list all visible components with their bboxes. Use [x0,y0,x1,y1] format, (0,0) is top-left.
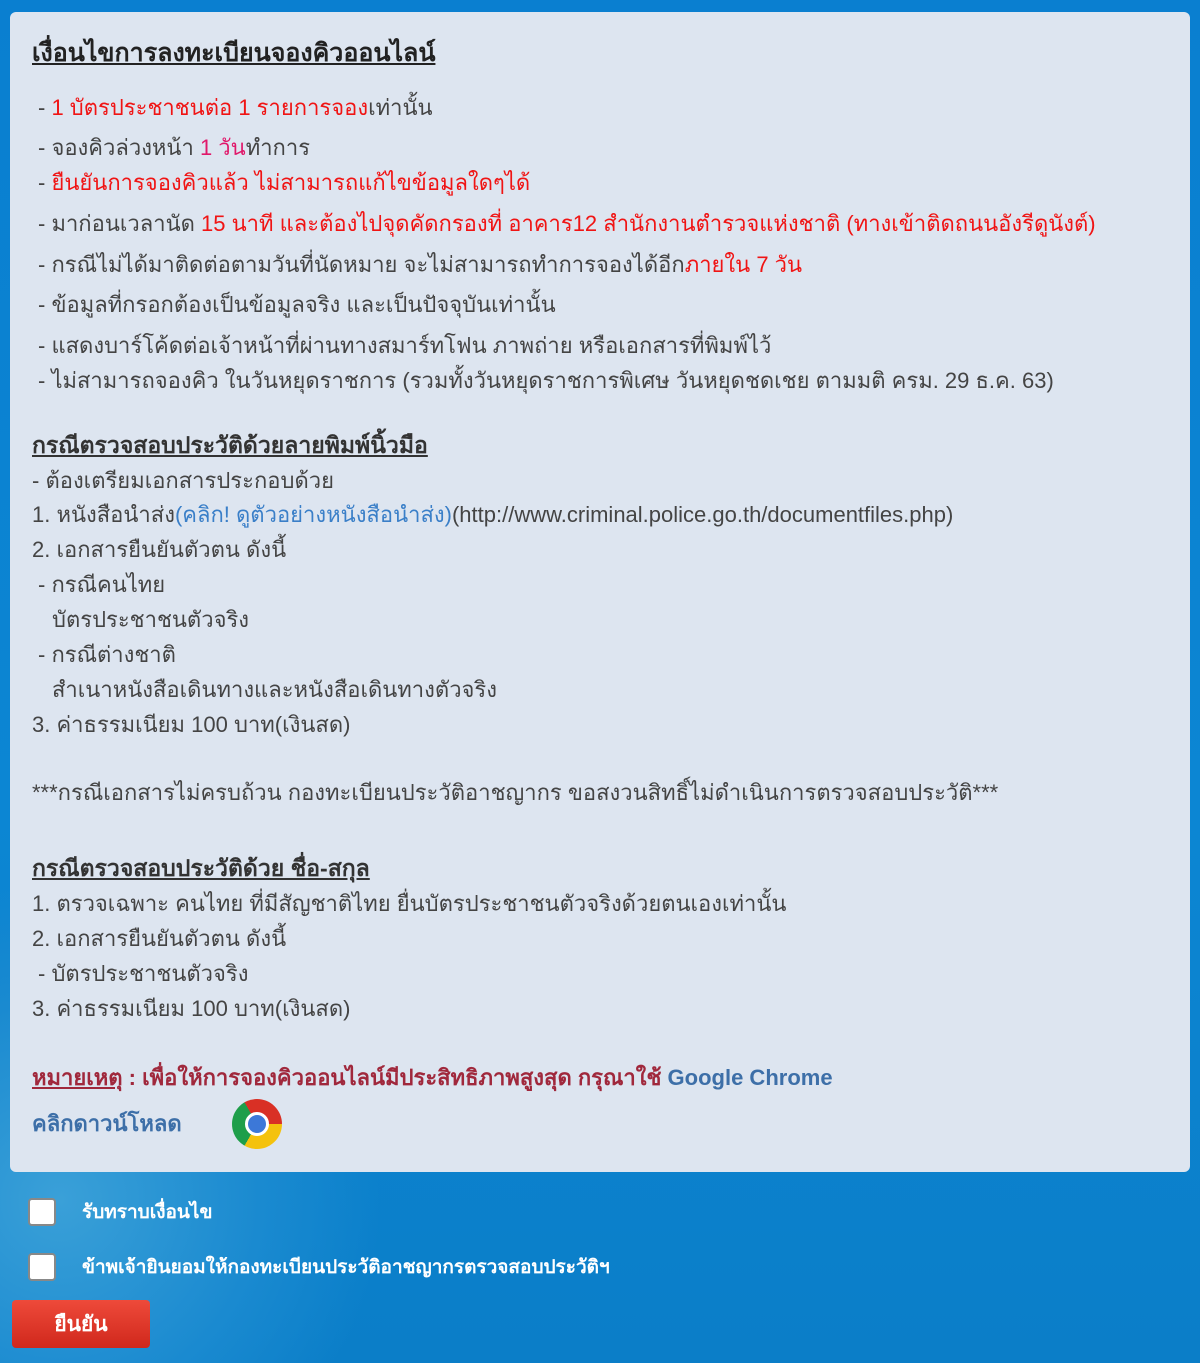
foreign-case: - กรณีต่างชาติ [38,642,176,667]
name-item1: 1. ตรวจเฉพาะ คนไทย ที่มีสัญชาติไทย ยื่นบัตรประชาชนตัวจริงด้วยตนเองเท่านั้น [32,891,787,916]
condition-item [38,333,771,359]
foreign-doc: สำเนาหนังสือเดินทางและหนังสือเดินทางตัวจริง [52,677,497,702]
condition-item [38,170,530,196]
acknowledge-checkbox[interactable] [28,1198,56,1226]
confirm-button[interactable]: ยืนยัน [12,1300,150,1348]
page-title: เงื่อนไขการลงทะเบียนจองคิวออนไลน์ [32,39,436,67]
document-url: (http://www.criminal.police.go.th/documentfiles.php) [451,502,954,527]
item1-text: 1. หนังสือนำส่ง [32,502,175,527]
name-item3: 3. ค่าธรรมเนียม 100 บาท(เงินสด) [32,996,351,1021]
condition-text: 1 บัตรประชาชนต่อ 1 รายการจอง [51,95,369,120]
condition-text: เท่านั้น [368,95,433,120]
condition-text: - กรณีไม่ได้มาติดต่อตามวันที่นัดหมาย จะไม่สามารถทำการจองได้อีก [38,252,685,277]
condition-text: - [38,95,52,120]
condition-text: ยืนยันการจองคิวแล้ว ไม่สามารถแก้ไขข้อมูลใดๆได้ [51,170,531,195]
condition-text: - [38,170,52,195]
name-doc: - บัตรประชาชนตัวจริง [38,961,249,986]
google-chrome-link[interactable]: Google Chrome [667,1065,833,1090]
consent-row[interactable] [28,1252,610,1282]
consent-label[interactable]: ข้าพเจ้ายินยอมให้กองทะเบียนประวัติอาชญากรตรวจสอบประวัติฯ [82,1257,610,1278]
name-item2: 2. เอกสารยืนยันตัวตน ดังนี้ [32,926,287,951]
condition-text: - มาก่อนเวลานัด [38,211,202,236]
thai-case: - กรณีคนไทย [38,572,166,597]
note [32,1065,833,1091]
condition-item [38,368,1054,394]
thai-doc: บัตรประชาชนตัวจริง [52,607,250,632]
condition-item [38,135,310,161]
chrome-icon[interactable] [232,1099,282,1149]
prep-text: - ต้องเตรียมเอกสารประกอบด้วย [32,468,334,493]
condition-text: - ไม่สามารถจองคิว ในวันหยุดราชการ (รวมทั้งวันหยุดราชการพิเศษ วันหยุดชดเชย ตามมติ ครม. 29 ธ.ค. 63) [38,368,1054,393]
condition-text: - ข้อมูลที่กรอกต้องเป็นข้อมูลจริง และเป็นปัจจุบันเท่านั้น [38,292,556,317]
consent-checkbox[interactable] [28,1253,56,1281]
condition-text: 15 นาที และต้องไปจุดคัดกรองที่ อาคาร12 สำนักงานตำรวจแห่งชาติ (ทางเข้าติดถนนอังรีดูนังต์) [201,211,1096,236]
conditions-panel [10,12,1190,1172]
condition-text: ทำการ [245,135,311,160]
condition-item [38,95,433,121]
condition-text: - จองคิวล่วงหน้า [38,135,200,160]
name-check-heading: กรณีตรวจสอบประวัติด้วย ชื่อ-สกุล [32,855,370,881]
fingerprint-heading: กรณีตรวจสอบประวัติด้วยลายพิมพ์นิ้วมือ [32,432,428,458]
condition-text: ภายใน 7 วัน [684,252,803,277]
item1 [32,502,953,528]
item2: 2. เอกสารยืนยันตัวตน ดังนี้ [32,537,287,562]
acknowledge-row[interactable] [28,1197,212,1227]
incomplete-warning: ***กรณีเอกสารไม่ครบถ้วน กองทะเบียนประวัติอาชญากร ขอสงวนสิทธิ์ไม่ดำเนินการตรวจสอบประวัติ*** [32,780,999,805]
acknowledge-label[interactable]: รับทราบเงื่อนไข [82,1202,213,1223]
item3: 3. ค่าธรรมเนียม 100 บาท(เงินสด) [32,712,351,737]
condition-item [38,211,1096,237]
download-link[interactable]: คลิกดาวน์โหลด [32,1111,182,1136]
condition-text: 1 วัน [199,135,246,160]
condition-text: - แสดงบาร์โค้ดต่อเจ้าหน้าที่ผ่านทางสมาร์ทโฟน ภาพถ่าย หรือเอกสารที่พิมพ์ไว้ [38,333,772,358]
condition-item [38,292,556,318]
note-text: : เพื่อให้การจองคิวออนไลน์มีประสิทธิภาพสูงสุด กรุณาใช้ [122,1065,668,1090]
download-row[interactable] [32,1111,182,1137]
note-label: หมายเหตุ [32,1065,123,1090]
condition-item [38,252,802,278]
sample-letter-link[interactable]: (คลิก! ดูตัวอย่างหนังสือนำส่ง) [174,502,452,527]
